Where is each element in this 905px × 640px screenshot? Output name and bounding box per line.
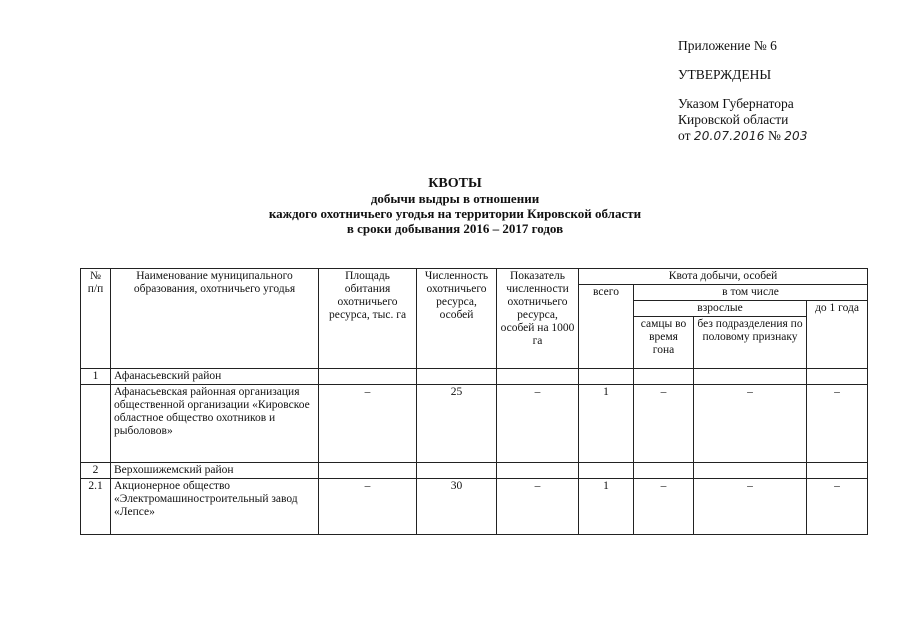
table-row-district xyxy=(81,369,868,385)
approved-label: УТВЕРЖДЕНЫ xyxy=(678,67,772,82)
empty-cell xyxy=(694,369,807,385)
handwritten-date: 20.07.2016 xyxy=(693,129,765,143)
row-num: 1 xyxy=(81,369,111,385)
header-count: Численность охотничьего ресурса, особей xyxy=(417,269,497,369)
from-prefix: от xyxy=(678,128,691,143)
empty-cell xyxy=(579,369,634,385)
empty-cell xyxy=(319,463,417,479)
empty-cell xyxy=(807,463,868,479)
header-males: самцы во время гона xyxy=(634,317,694,369)
row-name: Верхошижемский район xyxy=(111,463,319,479)
header-num: № п/п xyxy=(81,269,111,369)
quota-table xyxy=(80,268,868,535)
table-row-entry xyxy=(81,479,868,535)
empty-cell xyxy=(417,369,497,385)
title-line-4: в сроки добывания 2016 – 2017 годов xyxy=(346,221,564,236)
handwritten-number: 203 xyxy=(784,129,808,143)
header-including: в том числе xyxy=(634,285,868,301)
header-total: всего xyxy=(579,285,634,369)
row-count: 25 xyxy=(417,385,497,463)
empty-cell xyxy=(497,369,579,385)
row-name: Акционерное общество «Электромашиностроительный завод «Лепсе» xyxy=(111,479,319,535)
header-quota: Квота добычи, особей xyxy=(579,269,868,285)
header-name: Наименование муниципального образования, охотничьего угодья xyxy=(111,269,319,369)
header-area: Площадь обитания охотничьего ресурса, тыс. га xyxy=(319,269,417,369)
empty-cell xyxy=(579,463,634,479)
decree-line-2: Кировской области xyxy=(678,112,789,127)
decree-line-1: Указом Губернатора xyxy=(678,96,794,111)
row-name: Афанасьевский район xyxy=(111,369,319,385)
appendix-label: Приложение № 6 xyxy=(678,38,777,53)
row-area: – xyxy=(319,479,417,535)
empty-cell xyxy=(497,463,579,479)
row-total: 1 xyxy=(579,479,634,535)
decree-date-line xyxy=(678,128,808,144)
empty-cell xyxy=(634,463,694,479)
header-density: Показатель численности охотничьего ресурса, особей на 1000 га xyxy=(497,269,579,369)
header-nosex: без подразделения по половому признаку xyxy=(694,317,807,369)
empty-cell xyxy=(417,463,497,479)
row-num xyxy=(81,385,111,463)
header-adults: взрослые xyxy=(634,301,807,317)
row-males: – xyxy=(634,385,694,463)
empty-cell xyxy=(694,463,807,479)
title-line-2: добычи выдры в отношении xyxy=(370,191,540,206)
row-nosex: – xyxy=(694,479,807,535)
row-density: – xyxy=(497,385,579,463)
number-prefix: № xyxy=(767,128,781,143)
row-density: – xyxy=(497,479,579,535)
row-name: Афанасьевская районная организация общественной организации «Кировское областное общество охотников и рыболовов» xyxy=(111,385,319,463)
empty-cell xyxy=(319,369,417,385)
header-row-1 xyxy=(81,269,868,285)
row-males: – xyxy=(634,479,694,535)
table-row-entry xyxy=(81,385,868,463)
table-row-district xyxy=(81,463,868,479)
empty-cell xyxy=(634,369,694,385)
title-line-3: каждого охотничьего угодья на территории Кировской области xyxy=(268,206,642,221)
empty-cell xyxy=(807,369,868,385)
row-count: 30 xyxy=(417,479,497,535)
row-num: 2.1 xyxy=(81,479,111,535)
title-line-1: КВОТЫ xyxy=(428,176,482,191)
appendix-block xyxy=(678,38,808,144)
row-under1: – xyxy=(807,385,868,463)
header-under1: до 1 года xyxy=(807,301,868,369)
row-total: 1 xyxy=(579,385,634,463)
row-nosex: – xyxy=(694,385,807,463)
row-under1: – xyxy=(807,479,868,535)
row-num: 2 xyxy=(81,463,111,479)
document-title xyxy=(200,176,710,236)
row-area: – xyxy=(319,385,417,463)
